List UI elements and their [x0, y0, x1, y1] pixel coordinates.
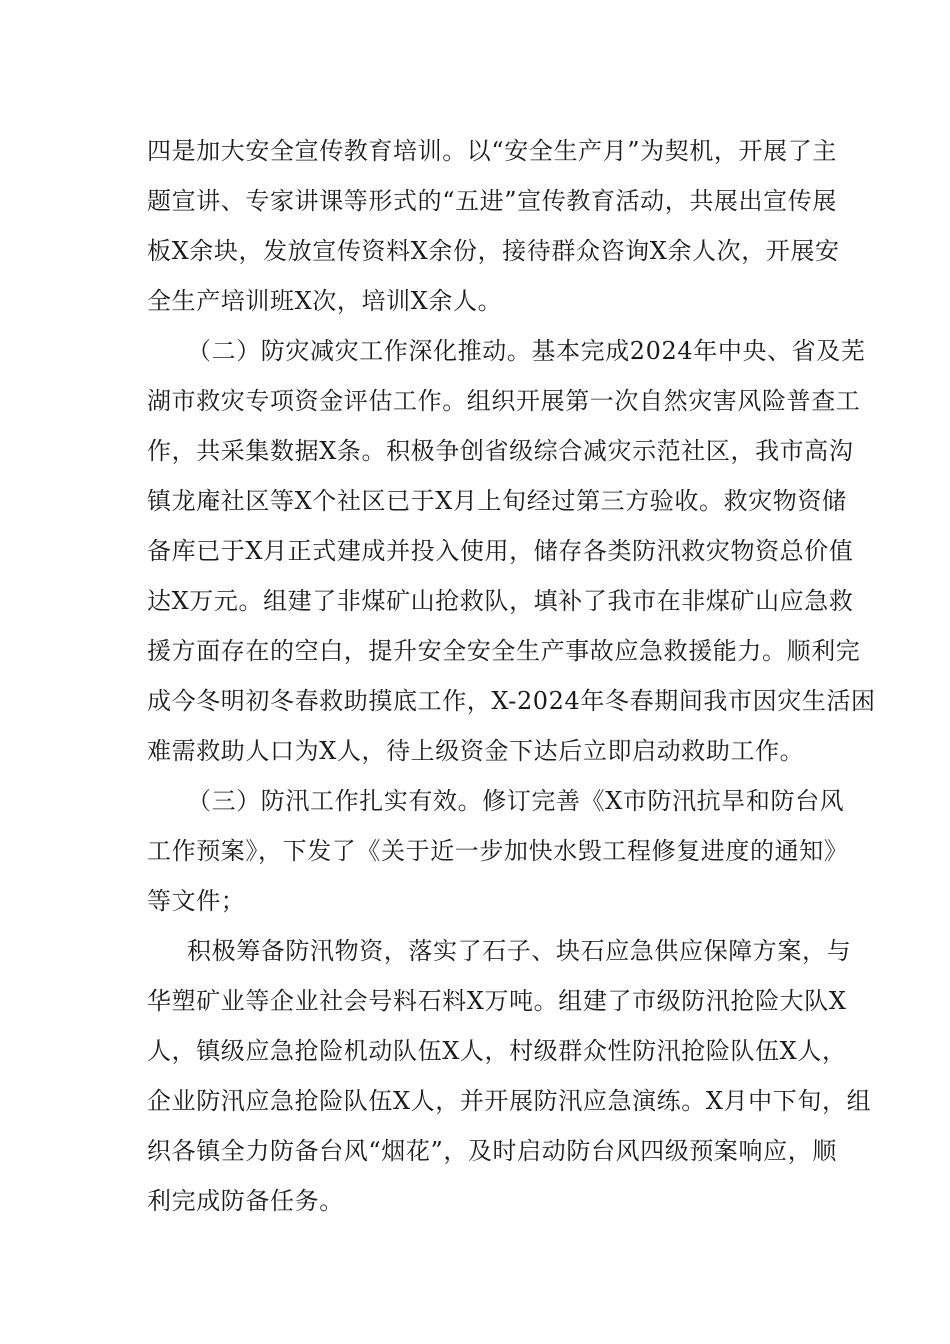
paragraph-line: 难需救助人口为X人，待上级资金下达后立即启动救助工作。 [147, 737, 805, 765]
paragraph-line: 板X余块，发放宣传资料X余份，接待群众咨询X余人次，开展安 [147, 237, 840, 265]
paragraph-line: 华塑矿业等企业社会号料石料X万吨。组建了市级防汛抢险大队X [147, 987, 847, 1015]
paragraph-line: 全生产培训班X次，培训X余人。 [147, 287, 503, 315]
paragraph-line: 援方面存在的空白，提升安全安全生产事故应急救援能力。顺利完 [147, 637, 861, 665]
paragraph-first-line: 积极筹备防汛物资，落实了石子、块石应急供应保障方案，与 [187, 937, 852, 965]
paragraph-line: 四是加大安全宣传教育培训。以“安全生产月”为契机，开展了主 [147, 137, 837, 165]
paragraph-line: 工作预案》，下发了《关于近一步加快水毁工程修复进度的通知》 [147, 837, 849, 865]
paragraph-line: 湖市救灾专项资金评估工作。组织开展第一次自然灾害风险普查工 [147, 387, 861, 415]
paragraph-line: 织各镇全力防备台风“烟花”，及时启动防台风四级预案响应，顺 [147, 1137, 837, 1165]
paragraph-line: 作，共采集数据X条。积极争创省级综合减灾示范社区，我市高沟 [147, 437, 854, 465]
paragraph-line: 成今冬明初冬春救助摸底工作，X-2024年冬春期间我市因灾生活困 [147, 687, 876, 715]
section-heading-line: （三）防汛工作扎实有效。修订完善《X市防汛抗旱和防台风 [187, 787, 845, 815]
paragraph-line: 等文件； [147, 887, 246, 915]
section-heading-line: （二）防灾减灾工作深化推动。基本完成2024年中央、省及芜 [187, 337, 866, 365]
paragraph-line: 达X万元。组建了非煤矿山抢救队，填补了我市在非煤矿山应急救 [147, 587, 854, 615]
paragraph-line: 题宣讲、专家讲课等形式的“五进”宣传教育活动，共展出宣传展 [147, 187, 837, 215]
paragraph-line: 人，镇级应急抢险机动队伍X人，村级群众性防汛抢险队伍X人， [147, 1037, 847, 1065]
paragraph-line: 备库已于X月正式建成并投入使用，储存各类防汛救灾物资总价值 [147, 537, 854, 565]
paragraph-line: 企业防汛应急抢险队伍X人，并开展防汛应急演练。X月中下旬，组 [147, 1087, 872, 1115]
paragraph-line: 镇龙庵社区等X个社区已于X月上旬经过第三方验收。救灾物资储 [147, 487, 847, 515]
paragraph-line: 利完成防备任务。 [147, 1187, 344, 1215]
